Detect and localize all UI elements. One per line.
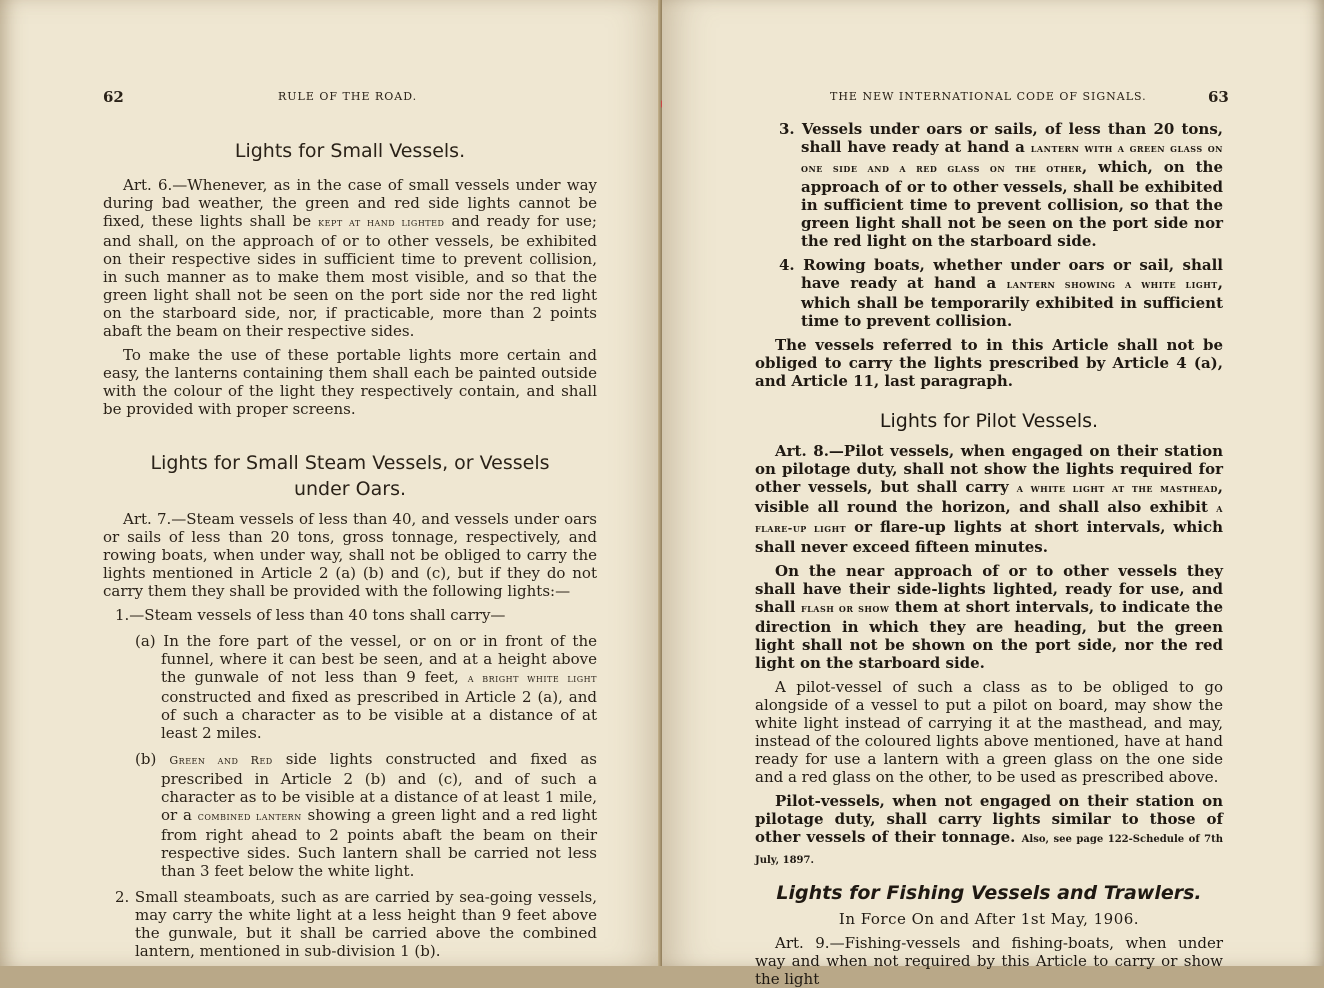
art6-paragraph-1: Art. 6.—Whenever, as in the case of small vessels under way during bad weather, the green and red side lights cannot be fixed, these lights shall be kept at hand lighted and ready for use; and shall, on the approach of or to other vessels, be exhibited on their respective sides in sufficient time to prevent collision, in such manner as to make them most visible, and so that the green light shall not be seen on the port side nor the red light on the starboard side, nor, if practicable, more than 2 points abaft the beam on their respective sides. bbox=[103, 176, 597, 340]
art7-paragraph: Art. 7.—Steam vessels of less than 40, and vessels under oars or sails of less than 20 tons, gross tonnage, respectively, and rowing boats, when under way, shall not be obliged to carry the lights mentioned in Article 2 (a) (b) and (c), but if they do not carry them they shall be provided with the following lights:— bbox=[103, 510, 597, 600]
art6-paragraph-2: To make the use of these portable lights more certain and easy, the lanterns containing them shall each be painted outside with the colour of the light they respectively contain, and shall be provided with proper screens. bbox=[103, 346, 597, 418]
heading-pilot-vessels: Lights for Pilot Vessels. bbox=[879, 410, 1099, 432]
left-page-body bbox=[103, 138, 597, 960]
art8-paragraph-2: On the near approach of or to other vessels they shall have their side-lights lighted, ready for use, and shall flash or show them at short intervals, to indicate the direction in which they are heading, but the green light shall not be shown on the port side, nor the red light on the starboard side. bbox=[755, 562, 1223, 672]
in-force-date: In Force On and After 1st May, 1906. bbox=[838, 910, 1140, 928]
art8-paragraph-3: A pilot-vessel of such a class as to be obliged to go alongside of a vessel to put a pilot on board, may show the white light instead of carrying it at the masthead, and may, instead of the coloured lights above mentioned, have at hand ready for use a lantern with a green glass on the one side and a red glass on the other, to be used as prescribed above. bbox=[755, 678, 1223, 786]
heading-small-vessels: Lights for Small Vessels. bbox=[234, 140, 466, 162]
right-running-head: THE NEW INTERNATIONAL CODE OF SIGNALS. bbox=[830, 90, 1147, 103]
art8-paragraph-4: Pilot-vessels, when not engaged on their station on pilotage duty, shall carry lights similar to those of other vessels of their tonnage. Also, see page 122-Schedule of 7th July, 1897. bbox=[755, 792, 1224, 866]
list-item-1: 1.—Steam vessels of less than 40 tons shall carry— bbox=[115, 606, 506, 624]
list-item-b: (b) Green and Red side lights constructed and fixed as prescribed in Article 2 (b) and (c), and of such a character as to be visible at a distance of at least 1 mile, or a combined lantern showing a green light and a red light from right ahead to 2 points abaft the beam on their respective sides. Such lantern shall be carried not less than 3 feet below the white light. bbox=[135, 750, 598, 880]
left-page-number: 62 bbox=[103, 88, 124, 106]
list-item-a: (a) In the fore part of the vessel, or on or in front of the funnel, where it can best be seen, and at a height above the gunwale of not less than 9 feet, a bright white light constructed and fixed as prescribed in Article 2 (a), and of such a character as to be visible at a distance of at least 2 miles. bbox=[135, 632, 597, 742]
right-page-number: 63 bbox=[1208, 88, 1229, 106]
right-page bbox=[662, 0, 1324, 988]
art9-paragraph: Art. 9.—Fishing-vessels and fishing-boats, when under way and when not required by this Article to carry or show the light bbox=[755, 934, 1223, 988]
schedule-note: Also, see page 122-Schedule of 7th July, 1897. bbox=[755, 834, 1224, 866]
art7-closing-paragraph: The vessels referred to in this Article shall not be obliged to carry the lights prescribed by Article 4 (a), and Article 11, last paragraph. bbox=[755, 336, 1223, 390]
list-item-2: 2. Small steamboats, such as are carried by sea-going vessels, may carry the white light at a less height than 9 feet above the gunwale, but it shall be carried above the combined lantern, mentioned in sub-division 1 (b). bbox=[115, 888, 597, 960]
list-item-4: 4. Rowing boats, whether under oars or sail, shall have ready at hand a lantern showing a white light, which shall be temporarily exhibited in sufficient time to prevent collision. bbox=[779, 256, 1223, 330]
heading-small-steam-vessels: Lights for Small Steam Vessels, or Vessels under Oars. bbox=[150, 452, 550, 500]
heading-fishing-vessels: Lights for Fishing Vessels and Trawlers. bbox=[776, 882, 1202, 904]
left-page bbox=[0, 0, 662, 966]
right-page-body bbox=[755, 120, 1223, 988]
left-running-head: RULE OF THE ROAD. bbox=[278, 90, 418, 103]
list-item-3: 3. Vessels under oars or sails, of less than 20 tons, shall have ready at hand a lantern with a green glass on one side and a red glass on the other, which, on the approach of or to other vessels, shall be exhibited in sufficient time to prevent collision, so that the green light shall not be seen on the port side nor the red light on the starboard side. bbox=[779, 120, 1223, 250]
art8-paragraph-1: Art. 8.—Pilot vessels, when engaged on their station on pilotage duty, shall not show the lights required for other vessels, but shall carry a white light at the masthead, visible all round the horizon, and shall also exhibit a flare-up light or flare-up lights at short intervals, which shall never exceed fifteen minutes. bbox=[755, 442, 1223, 556]
